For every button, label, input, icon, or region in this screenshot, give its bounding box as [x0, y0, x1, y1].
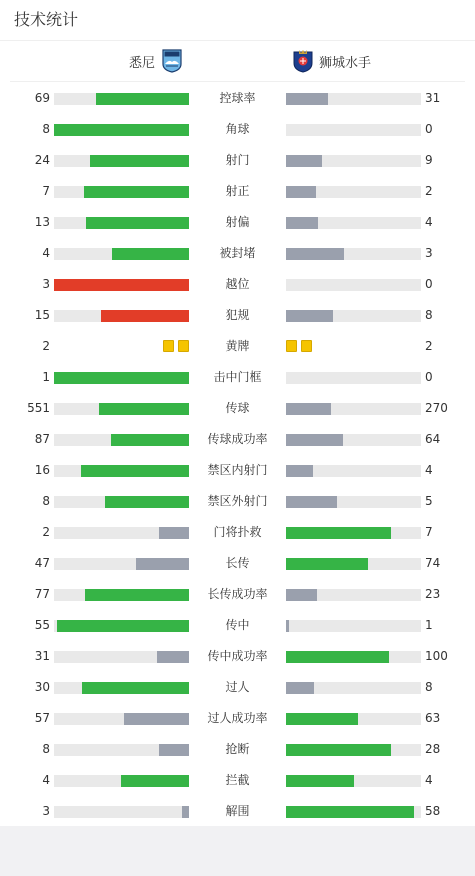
away-stat-bar-fill: [286, 651, 389, 663]
home-stat-bar: [54, 124, 189, 136]
away-yellow-cards: [286, 340, 312, 352]
away-team-name: 狮城水手: [319, 55, 372, 71]
stat-row: [0, 83, 475, 114]
home-stat-bar-fill: [96, 93, 189, 105]
stat-label: 角球: [225, 122, 250, 136]
away-stat-bar: [286, 558, 421, 570]
away-stat-bar: [286, 527, 421, 539]
away-stat-value: 1: [425, 618, 433, 632]
teams-header: [10, 41, 465, 82]
stat-row: [0, 672, 475, 703]
home-stat-bar: [54, 496, 189, 508]
away-stat-bar: [286, 186, 421, 198]
stat-row: [0, 114, 475, 145]
away-stat-value: 0: [425, 277, 433, 291]
away-stat-value: 100: [425, 649, 448, 663]
home-stat-bar-fill: [82, 682, 189, 694]
home-stat-value: 3: [42, 804, 50, 818]
away-stat-bar: [286, 93, 421, 105]
home-stat-bar-fill: [159, 744, 189, 756]
yellow-card-icon: [286, 340, 297, 352]
home-stat-bar-fill: [121, 775, 189, 787]
away-stat-value: 7: [425, 525, 433, 539]
stat-label: 犯规: [225, 308, 250, 322]
stat-label: 被封堵: [219, 246, 256, 260]
stat-label: 射门: [225, 153, 250, 167]
away-stat-bar-fill: [286, 93, 328, 105]
away-stat-bar-fill: [286, 713, 358, 725]
away-stat-bar: [286, 248, 421, 260]
stat-row: [0, 703, 475, 734]
home-stat-bar: [54, 713, 189, 725]
stat-label: 射正: [225, 184, 250, 198]
home-stat-bar-fill: [84, 186, 189, 198]
home-stat-bar-fill: [111, 434, 189, 446]
stat-label: 控球率: [219, 91, 256, 105]
stat-label: 传中成功率: [207, 649, 268, 663]
stat-row: [0, 362, 475, 393]
home-team[interactable]: [129, 49, 182, 73]
away-stat-bar: [286, 651, 421, 663]
away-stat-bar-fill: [286, 744, 391, 756]
home-stat-bar: [54, 93, 189, 105]
away-stat-bar-fill: [286, 155, 322, 167]
stat-label: 门将扑救: [213, 525, 262, 539]
home-stat-bar: [54, 620, 189, 632]
away-stat-bar: [286, 465, 421, 477]
away-stat-bar-fill: [286, 465, 313, 477]
away-stat-bar: [286, 124, 421, 136]
home-stat-bar-fill: [99, 403, 189, 415]
home-stat-bar: [54, 806, 189, 818]
home-stat-bar: [54, 155, 189, 167]
away-stat-value: 4: [425, 773, 433, 787]
stat-row: [0, 796, 475, 827]
away-stat-bar: [286, 217, 421, 229]
stat-row: [0, 393, 475, 424]
home-stat-value: 8: [42, 494, 50, 508]
home-stat-value: 551: [27, 401, 50, 415]
home-stat-value: 87: [34, 432, 50, 446]
home-stat-bar-fill: [105, 496, 189, 508]
yellow-card-icon: [178, 340, 189, 352]
home-stat-bar-fill: [101, 310, 189, 322]
away-stat-bar: [286, 682, 421, 694]
away-stat-value: 31: [425, 91, 441, 105]
home-stat-bar: [54, 186, 189, 198]
stat-row: [0, 610, 475, 641]
away-stat-value: 28: [425, 742, 441, 756]
home-stat-value: 47: [34, 556, 50, 570]
home-stat-value: 13: [34, 215, 50, 229]
stat-row: [0, 207, 475, 238]
stat-row: [0, 765, 475, 796]
home-stat-bar: [54, 372, 189, 384]
away-stat-value: 5: [425, 494, 433, 508]
away-stat-bar: [286, 744, 421, 756]
stat-label: 过人成功率: [207, 711, 268, 725]
home-stat-value: 57: [34, 711, 50, 725]
stat-row: [0, 641, 475, 672]
home-stat-bar-fill: [90, 155, 189, 167]
home-stat-value: 69: [34, 91, 50, 105]
away-stat-bar-fill: [286, 434, 343, 446]
stat-row: [0, 300, 475, 331]
stat-row: [0, 176, 475, 207]
home-stat-bar-fill: [112, 248, 189, 260]
away-stat-value: 0: [425, 122, 433, 136]
away-stat-bar: [286, 713, 421, 725]
home-stat-bar-fill: [81, 465, 189, 477]
stat-row: [0, 548, 475, 579]
away-stat-bar: [286, 434, 421, 446]
stat-row: [0, 734, 475, 765]
home-stat-bar: [54, 744, 189, 756]
away-stat-value: 4: [425, 463, 433, 477]
away-stat-value: 8: [425, 308, 433, 322]
home-stat-value: 8: [42, 122, 50, 136]
stat-label: 过人: [225, 680, 250, 694]
home-stat-bar: [54, 589, 189, 601]
away-stat-value: 3: [425, 246, 433, 260]
home-stat-bar-fill: [182, 806, 189, 818]
home-stat-value: 4: [42, 773, 50, 787]
away-stat-bar-fill: [286, 248, 344, 260]
home-yellow-cards: [163, 340, 189, 352]
stat-label: 抢断: [225, 742, 250, 756]
stat-label: 射偏: [225, 215, 250, 229]
stat-row: [0, 455, 475, 486]
home-team-name: 悉尼: [128, 55, 155, 71]
away-stat-bar-fill: [286, 806, 414, 818]
away-stat-bar-fill: [286, 186, 316, 198]
away-stat-bar-fill: [286, 775, 354, 787]
away-stat-value: 9: [425, 153, 433, 167]
stat-row: [0, 579, 475, 610]
home-stat-value: 1: [42, 370, 50, 384]
away-stat-bar-fill: [286, 527, 391, 539]
away-stat-bar: [286, 310, 421, 322]
home-stat-bar: [54, 248, 189, 260]
home-stat-bar: [54, 682, 189, 694]
away-stat-value: 58: [425, 804, 441, 818]
home-stat-bar-fill: [157, 651, 189, 663]
home-stat-bar: [54, 465, 189, 477]
away-stat-value: 74: [425, 556, 441, 570]
away-stat-value: 64: [425, 432, 441, 446]
home-stat-bar: [54, 527, 189, 539]
home-stat-bar-fill: [54, 279, 189, 291]
away-stat-bar-fill: [286, 310, 333, 322]
stat-label: 传球: [225, 401, 250, 415]
stat-label: 长传: [225, 556, 250, 570]
away-stat-value: 2: [425, 339, 433, 353]
stat-label: 传球成功率: [207, 432, 268, 446]
home-stat-bar: [54, 775, 189, 787]
away-stat-bar: [286, 589, 421, 601]
home-stat-bar: [54, 279, 189, 291]
home-stat-value: 31: [34, 649, 50, 663]
home-stat-value: 7: [42, 184, 50, 198]
away-stat-bar-fill: [286, 589, 317, 601]
stat-row: [0, 238, 475, 269]
stat-row: [0, 517, 475, 548]
home-stat-value: 16: [34, 463, 50, 477]
away-stat-value: 4: [425, 215, 433, 229]
home-stat-bar: [54, 434, 189, 446]
away-stat-value: 2: [425, 184, 433, 198]
home-stat-bar-fill: [124, 713, 189, 725]
stat-label: 黄牌: [225, 339, 250, 353]
home-stat-value: 8: [42, 742, 50, 756]
home-stat-value: 77: [34, 587, 50, 601]
lion-city-sailors-crest-icon: [293, 49, 313, 73]
away-stat-value: 0: [425, 370, 433, 384]
yellow-card-icon: [163, 340, 174, 352]
section-title: 技术统计: [0, 0, 475, 41]
stat-row: [0, 269, 475, 300]
home-stat-bar: [54, 651, 189, 663]
away-stat-bar-fill: [286, 558, 368, 570]
away-stat-bar-fill: [286, 217, 318, 229]
stat-row: [0, 424, 475, 455]
away-stat-value: 8: [425, 680, 433, 694]
home-stat-value: 2: [42, 525, 50, 539]
home-stat-value: 15: [34, 308, 50, 322]
yellow-card-icon: [301, 340, 312, 352]
home-stat-bar-fill: [54, 124, 189, 136]
stat-label: 禁区内射门: [207, 463, 268, 477]
stat-label: 越位: [225, 277, 250, 291]
away-stat-bar: [286, 155, 421, 167]
home-stat-bar-fill: [85, 589, 189, 601]
home-stat-bar: [54, 217, 189, 229]
stat-label: 解围: [225, 804, 250, 818]
away-stat-bar: [286, 279, 421, 291]
stat-row: [0, 331, 475, 362]
stat-label: 长传成功率: [207, 587, 268, 601]
home-stat-bar-fill: [159, 527, 189, 539]
stat-label: 击中门框: [213, 370, 262, 384]
home-stat-bar-fill: [136, 558, 189, 570]
away-stat-value: 23: [425, 587, 441, 601]
stat-label: 传中: [225, 618, 250, 632]
home-stat-value: 55: [34, 618, 50, 632]
away-stat-bar: [286, 775, 421, 787]
away-stat-bar: [286, 620, 421, 632]
stat-label: 禁区外射门: [207, 494, 268, 508]
away-stat-bar-fill: [286, 620, 289, 632]
home-stat-bar: [54, 403, 189, 415]
sydney-fc-crest-icon: [162, 49, 182, 73]
home-stat-bar: [54, 310, 189, 322]
away-stat-bar-fill: [286, 403, 331, 415]
home-stat-value: 4: [42, 246, 50, 260]
home-stat-bar-fill: [54, 372, 189, 384]
away-stat-bar: [286, 806, 421, 818]
away-stat-bar: [286, 403, 421, 415]
away-stat-value: 63: [425, 711, 441, 725]
away-stat-bar: [286, 372, 421, 384]
away-team[interactable]: [293, 49, 371, 73]
home-stat-value: 2: [42, 339, 50, 353]
home-stat-bar-fill: [86, 217, 189, 229]
away-stat-bar-fill: [286, 496, 337, 508]
stat-row: [0, 145, 475, 176]
stat-label: 拦截: [225, 773, 250, 787]
away-stat-value: 270: [425, 401, 448, 415]
away-stat-bar: [286, 496, 421, 508]
home-stat-value: 3: [42, 277, 50, 291]
stat-row: [0, 486, 475, 517]
away-stat-bar-fill: [286, 682, 314, 694]
home-stat-bar-fill: [57, 620, 189, 632]
home-stat-value: 24: [34, 153, 50, 167]
home-stat-bar: [54, 558, 189, 570]
home-stat-value: 30: [34, 680, 50, 694]
